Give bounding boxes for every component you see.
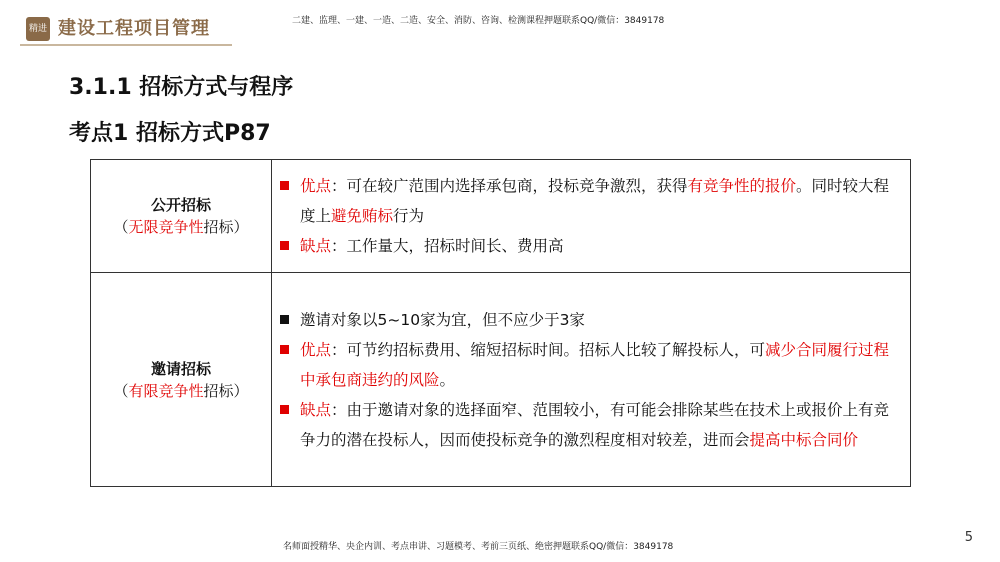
footer-contact-note: 名师面授精华、央企内训、考点串讲、习题模考、考前三页纸、绝密押题联系QQ/微信：3849178	[283, 542, 674, 552]
text-segment: 。	[439, 370, 456, 389]
method-name: 邀请招标	[150, 359, 211, 378]
method-label-cell	[91, 273, 272, 487]
advantage-key: 优点	[300, 177, 332, 195]
highlight-segment: 减少合同履行过程中承包商违约的风险	[300, 340, 890, 389]
table-row	[91, 160, 911, 273]
disadvantage-key: 缺点	[300, 400, 332, 419]
table-row	[91, 273, 911, 487]
paren-open: （	[113, 218, 129, 236]
black-square-bullet-icon	[280, 315, 289, 324]
method-subtitle	[92, 216, 270, 238]
method-subtitle-highlight: 有限竞争性	[128, 381, 204, 400]
method-description-cell	[272, 273, 911, 487]
text-segment: 。同时较大程度上	[300, 177, 890, 225]
text-segment: ：可节约招标费用、缩短招标时间。招标人比较了解投标人，可	[331, 340, 766, 359]
method-name: 公开招标	[150, 196, 211, 214]
header-contact-note: 二建、监理、一建、一造、二造、安全、消防、咨询、检测课程押题联系QQ/微信：3849178	[292, 16, 665, 26]
item-text	[300, 231, 564, 261]
text-segment: 行为	[393, 207, 425, 225]
method-label-cell	[91, 160, 272, 273]
text-segment: ：由于邀请对象的选择面窄、范围较小，有可能会排除某些在技术上或报价上有竞争力的潜在投标人，因而使投标竞争的激烈程度相对较差，进而会	[300, 400, 890, 449]
brand-underline	[20, 44, 232, 46]
note-item	[280, 305, 904, 335]
highlight-segment: 避免贿标	[331, 207, 394, 225]
red-square-bullet-icon	[280, 181, 289, 190]
brand-logo: 精进	[26, 17, 50, 41]
advantage-key: 优点	[300, 340, 332, 359]
disadvantage-key: 缺点	[300, 237, 332, 255]
item-text	[300, 335, 904, 395]
method-description-cell	[272, 160, 911, 273]
advantage-item	[280, 335, 904, 395]
disadvantage-item	[280, 395, 904, 455]
advantage-item	[280, 171, 904, 231]
item-text: 邀请对象以5~10家为宜，但不应少于3家	[300, 310, 585, 329]
point-title: 考点1 招标方式P87	[69, 121, 271, 146]
method-subtitle-highlight: 无限竞争性	[128, 218, 204, 236]
disadvantage-item	[280, 231, 904, 261]
item-text	[300, 395, 904, 455]
method-subtitle	[92, 380, 270, 402]
highlight-segment: 提高中标合同价	[749, 430, 859, 449]
red-square-bullet-icon	[280, 241, 289, 250]
item-text	[300, 171, 904, 231]
bidding-methods-table	[90, 159, 911, 487]
brand-title: 建设工程项目管理	[58, 18, 210, 39]
section-title: 3.1.1 招标方式与程序	[69, 75, 294, 100]
paren-open: （	[113, 381, 129, 400]
text-segment: ：工作量大，招标时间长、费用高	[331, 237, 564, 255]
red-square-bullet-icon	[280, 345, 289, 354]
method-subtitle-tail: 招标）	[203, 218, 249, 236]
method-subtitle-tail: 招标）	[203, 381, 249, 400]
highlight-segment: 有竞争性的报价	[687, 177, 797, 195]
red-square-bullet-icon	[280, 405, 289, 414]
page-number: 5	[964, 530, 973, 545]
text-segment: ：可在较广范围内选择承包商，投标竞争激烈，获得	[331, 177, 688, 195]
